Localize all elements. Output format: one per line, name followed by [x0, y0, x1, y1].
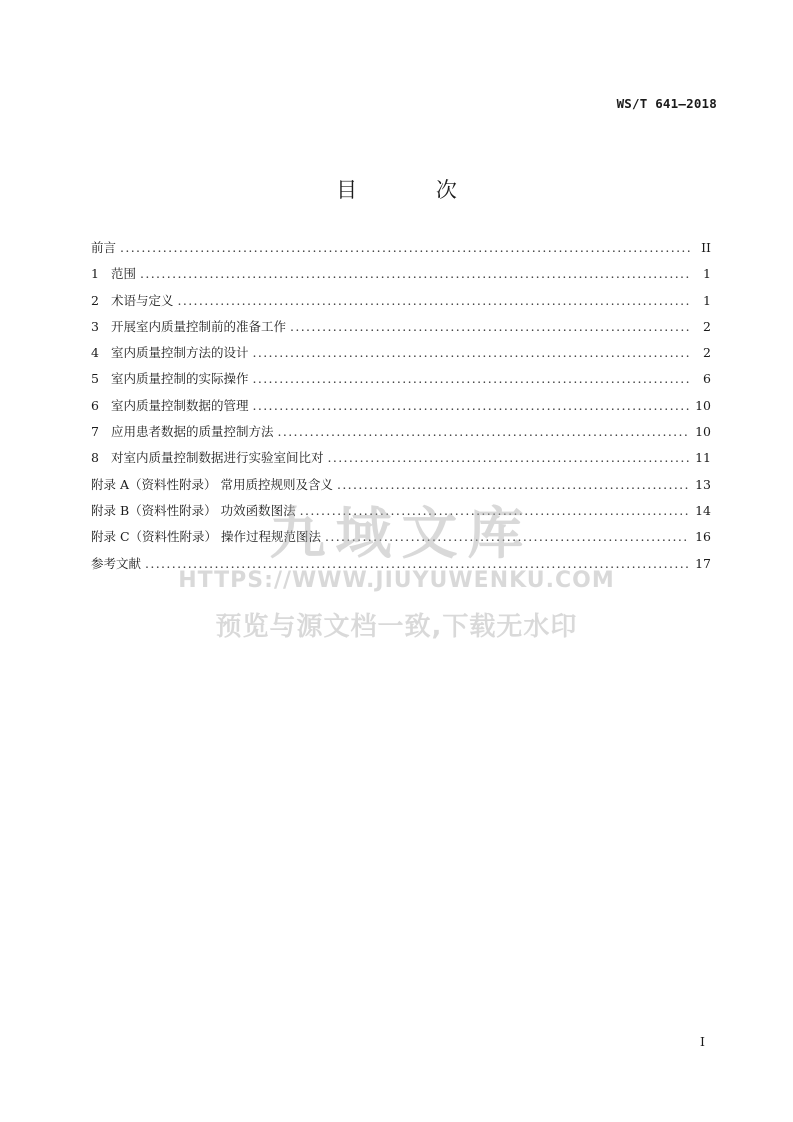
toc-entry-label	[91, 448, 324, 466]
page-number: I	[700, 1034, 705, 1049]
toc-entry-number: 1	[91, 266, 99, 282]
toc-entry-label	[91, 238, 116, 256]
toc-entry-terms[interactable]	[91, 291, 711, 317]
toc-entry-title: 附录 A（资料性附录） 常用质控规则及含义	[91, 476, 333, 492]
toc-entry-title: 开展室内质量控制前的准备工作	[111, 318, 287, 334]
toc-entry-appendix-b[interactable]	[91, 501, 711, 527]
toc-leader-dots	[253, 371, 691, 386]
toc-entry-title: 附录 B（资料性附录） 功效函数图法	[91, 502, 296, 518]
toc-entry-references[interactable]	[91, 554, 711, 580]
toc-leader-dots	[178, 293, 691, 308]
toc-entry-title: 室内质量控制数据的管理	[111, 397, 249, 413]
toc-entry-preparation[interactable]	[91, 317, 711, 343]
toc-entry-label	[91, 264, 136, 282]
toc-leader-dots	[253, 398, 690, 413]
toc-entry-number: 4	[91, 345, 99, 361]
toc-entry-appendix-a[interactable]	[91, 475, 711, 501]
toc-entry-title: 参考文献	[91, 555, 142, 571]
toc-entry-label	[91, 396, 249, 414]
toc-entry-method-design[interactable]	[91, 343, 711, 369]
watermark-url: HTTPS://WWW.JIUYUWENKU.COM	[178, 568, 615, 593]
toc-leader-dots	[290, 319, 691, 334]
toc-entry-page: 2	[703, 318, 711, 334]
standard-code: WS/T 641—2018	[616, 96, 717, 111]
toc-entry-page: 11	[695, 450, 711, 466]
toc-entry-page: 16	[695, 529, 711, 545]
toc-entry-appendix-c[interactable]	[91, 527, 711, 553]
watermark-brand: 九域文库	[269, 502, 534, 567]
toc-entry-number: 7	[91, 424, 99, 440]
toc-entry-title: 室内质量控制的实际操作	[111, 371, 249, 387]
toc-entry-page: 10	[695, 397, 711, 413]
toc-entry-page: 17	[695, 555, 711, 571]
toc-entry-interlab-comparison[interactable]	[91, 448, 711, 474]
toc-entry-label	[91, 317, 286, 335]
toc-entry-number: 5	[91, 371, 99, 387]
toc-leader-dots	[337, 477, 689, 492]
toc-entry-title: 附录 C（资料性附录） 操作过程规范图法	[91, 529, 322, 545]
toc-leader-dots	[145, 556, 689, 571]
toc-entry-number: 8	[91, 450, 99, 466]
toc-entry-label	[91, 501, 296, 519]
toc-leader-dots	[328, 450, 690, 465]
watermark-note: 预览与源文档一致,下载无水印	[215, 612, 578, 642]
toc-entry-label	[91, 527, 321, 545]
toc-entry-label	[91, 291, 174, 309]
toc-entry-label	[91, 343, 249, 361]
toc-entry-data-management[interactable]	[91, 396, 711, 422]
toc-entry-number: 3	[91, 318, 99, 334]
toc-leader-dots	[120, 240, 691, 255]
toc-leader-dots	[253, 345, 691, 360]
toc-entry-page: II	[701, 240, 711, 255]
toc-entry-operation[interactable]	[91, 369, 711, 395]
toc-entry-scope[interactable]	[91, 264, 711, 290]
toc-entry-number: 2	[91, 292, 99, 308]
toc-entry-page: 1	[703, 266, 711, 282]
table-of-contents	[91, 238, 711, 580]
toc-leader-dots	[300, 503, 689, 518]
toc-entry-page: 14	[695, 502, 711, 518]
toc-entry-page: 13	[695, 476, 711, 492]
toc-entry-label	[91, 475, 333, 493]
toc-entry-title: 应用患者数据的质量控制方法	[111, 424, 274, 440]
toc-entry-page: 1	[703, 292, 711, 308]
toc-entry-page: 10	[695, 424, 711, 440]
toc-entry-title: 对室内质量控制数据进行实验室间比对	[111, 450, 324, 466]
toc-entry-page: 6	[703, 371, 711, 387]
toc-entry-title: 术语与定义	[111, 292, 174, 308]
toc-entry-foreword[interactable]	[91, 238, 711, 264]
toc-entry-number: 6	[91, 397, 99, 413]
toc-entry-page: 2	[703, 345, 711, 361]
toc-entry-label	[91, 369, 249, 387]
toc-leader-dots	[140, 266, 691, 281]
toc-leader-dots	[278, 424, 690, 439]
toc-entry-title: 范围	[111, 266, 137, 282]
toc-entry-title: 室内质量控制方法的设计	[111, 345, 249, 361]
toc-entry-title: 前言	[91, 240, 117, 255]
toc-entry-label	[91, 554, 141, 572]
toc-title: 目 次	[336, 178, 493, 202]
toc-entry-label	[91, 422, 274, 440]
toc-entry-patient-data[interactable]	[91, 422, 711, 448]
toc-leader-dots	[325, 529, 689, 544]
